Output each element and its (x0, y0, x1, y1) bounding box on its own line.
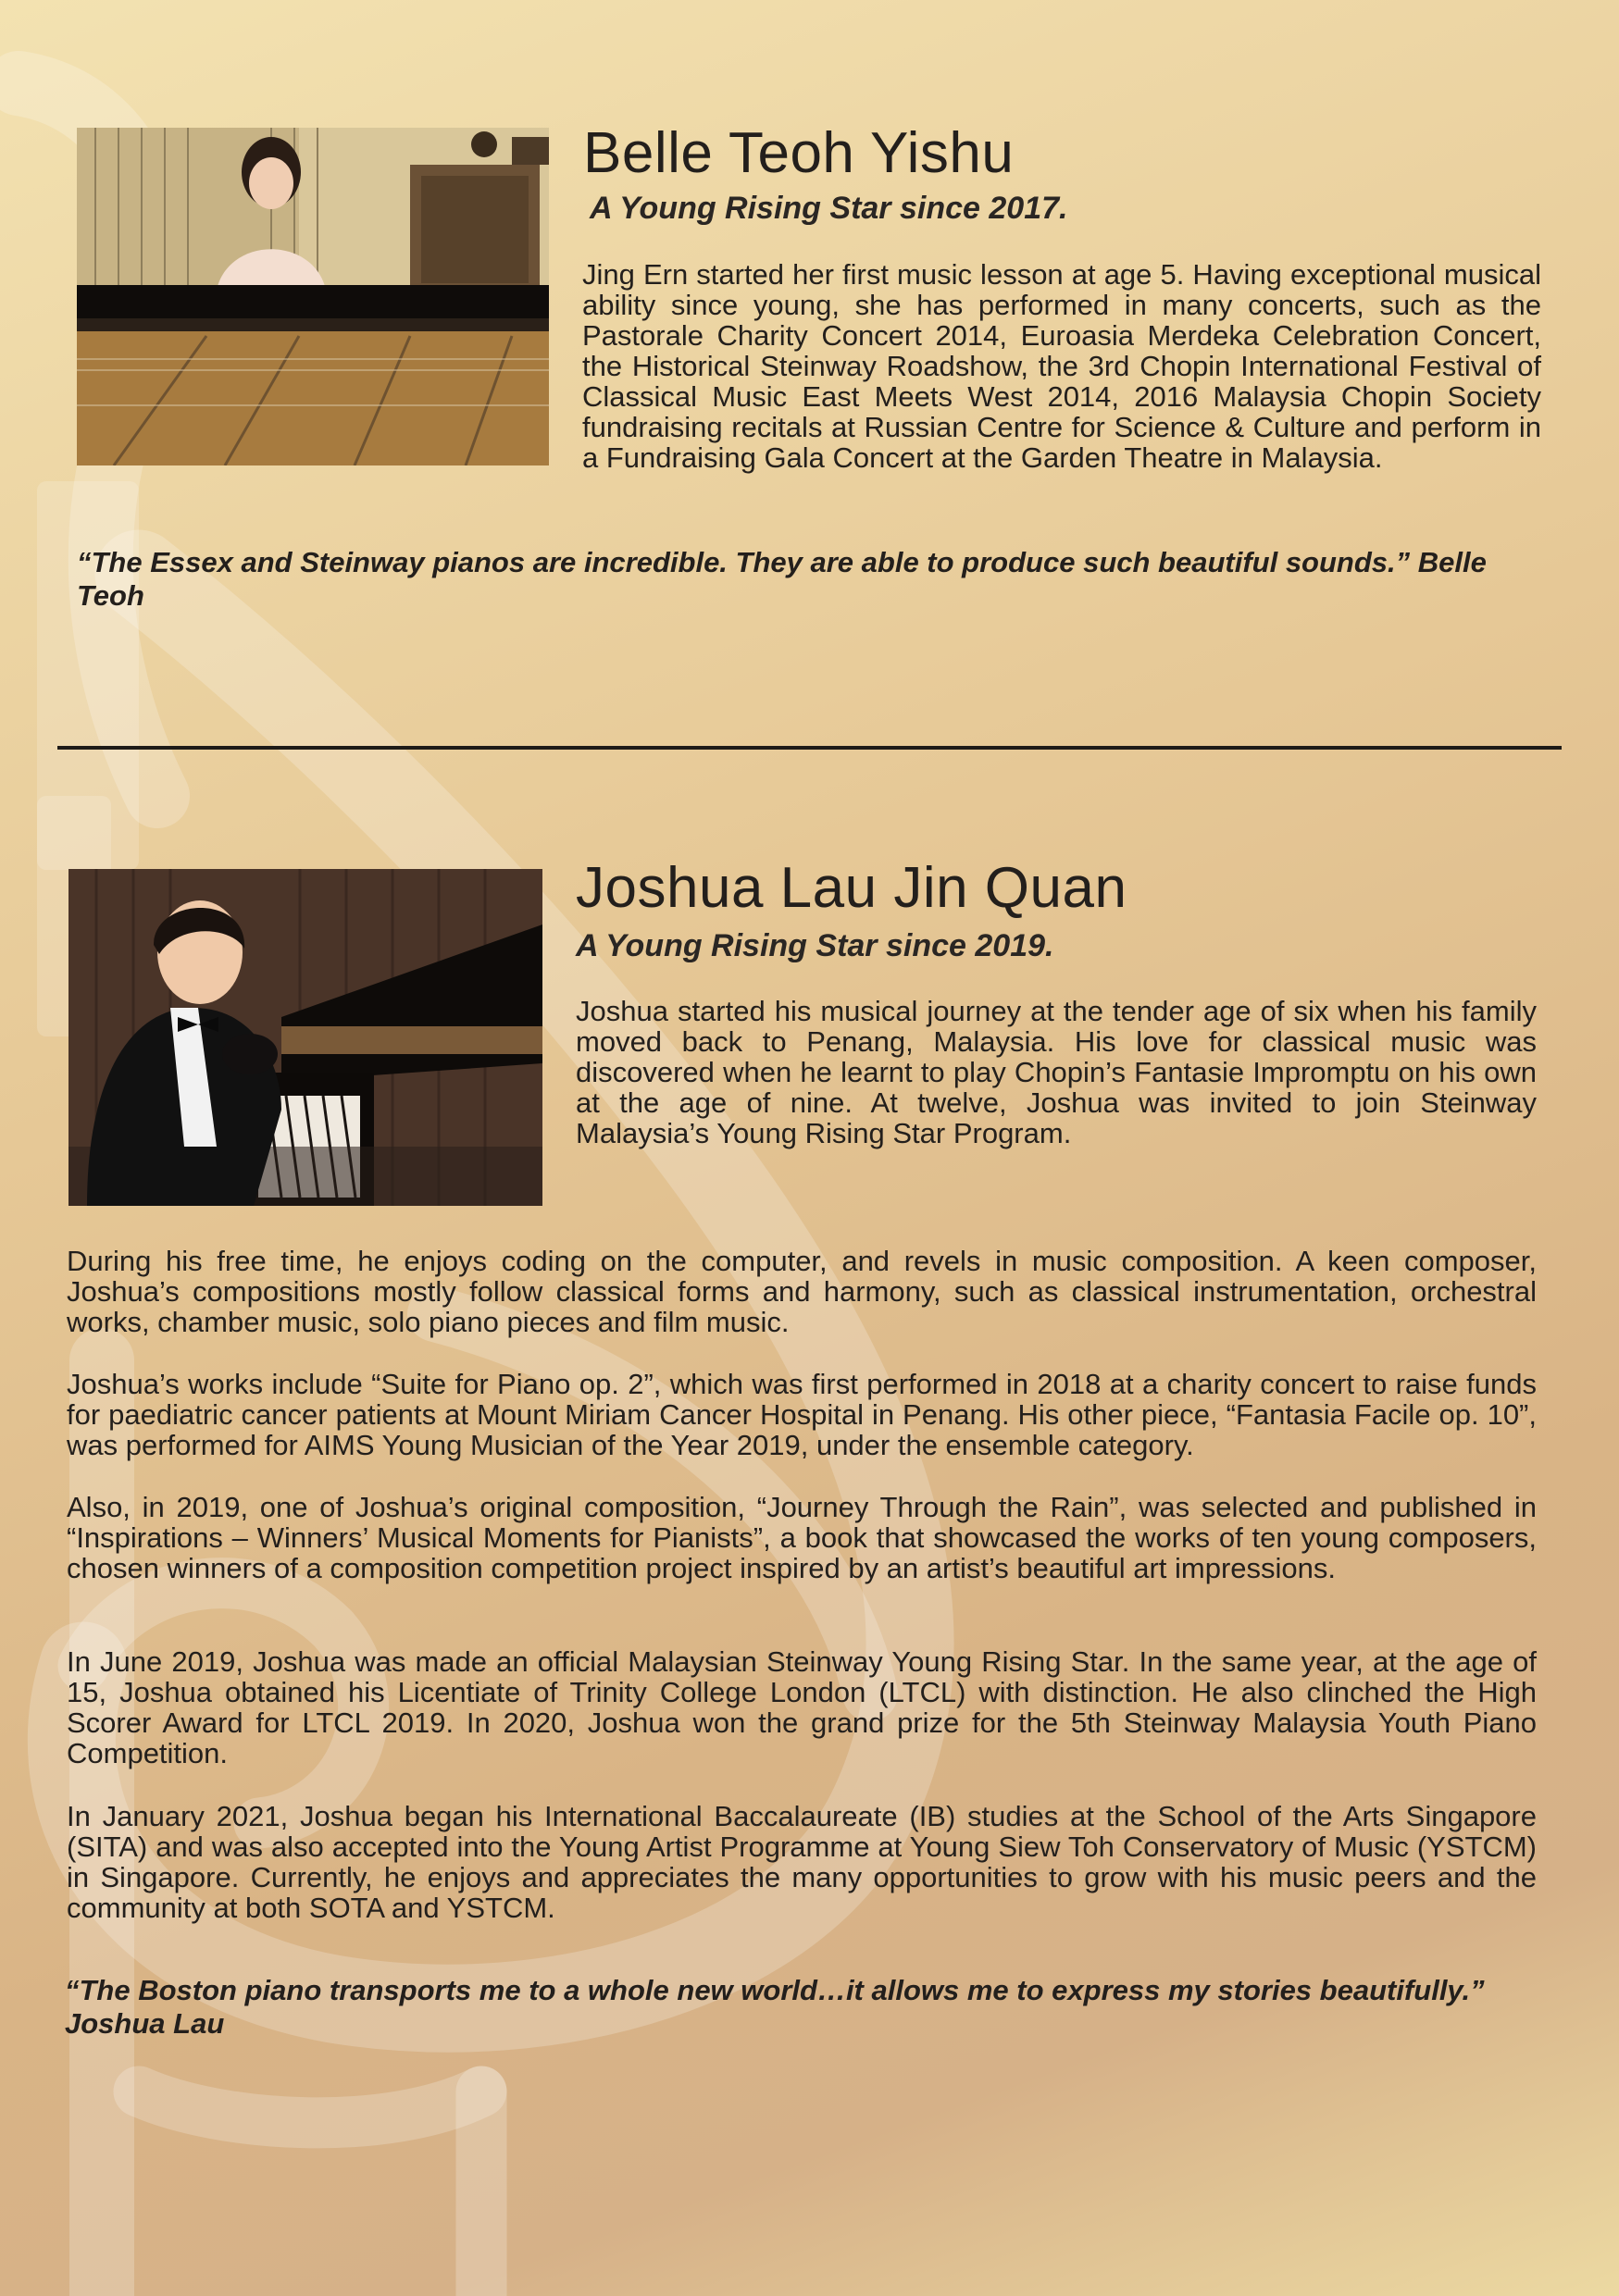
belle-teoh-tagline: A Young Rising Star since 2017. (590, 191, 1068, 226)
belle-teoh-quote: “The Essex and Steinway pianos are incredible. They are able to produce such beautiful sounds.” Belle Teoh (77, 546, 1487, 612)
joshua-lau-name: Joshua Lau Jin Quan (576, 856, 1127, 920)
joshua-lau-bio-paragraph: In January 2021, Joshua began his International Baccalaureate (IB) studies at the School of the Arts Singapore (SITA) and was also accepted into the Young Artist Programme at Young Siew Toh Conservatory of Music (YSTCM) in Singapore. Currently, he enjoys and appreciates the many opportunities to grow with his music peers and the community at both SOTA and YSTCM. (67, 1800, 1537, 1924)
joshua-lau-bio-paragraph: During his free time, he enjoys coding on the computer, and revels in music composition. A keen composer, Joshua’s compositions mostly follow classical forms and harmony, such as classical instrumentation, orchestral works, chamber music, solo piano pieces and film music. (67, 1245, 1537, 1338)
joshua-lau-bio-paragraph: Joshua’s works include “Suite for Piano op. 2”, which was first performed in 2018 at a charity concert to raise funds for paediatric cancer patients at Mount Miriam Cancer Hospital in Penang. His other piece, “Fantasia Facile op. 10”, was performed for AIMS Young Musician of the Year 2019, under the ensemble category. (67, 1368, 1537, 1461)
belle-teoh-photo (77, 128, 549, 465)
joshua-lau-bio-paragraph: Also, in 2019, one of Joshua’s original composition, “Journey Through the Rain”, was selected and published in “Inspirations – Winners’ Musical Moments for Pianists”, a book that showcased the works of ten young composers, chosen winners of a composition competition project inspired by an artist’s beautiful art impressions. (67, 1491, 1537, 1584)
belle-teoh-bio: Jing Ern started her first music lesson at age 5. Having exceptional musical ability since young, she has performed in many concerts, such as the Pastorale Charity Concert 2014, Euroasia Merdeka Celebration Concert, the Historical Steinway Roadshow, the 3rd Chopin International Festival of Classical Music East Meets West 2014, 2016 Malaysia Chopin Society fundraising recitals at Russian Centre for Science & Culture and perform in a Fundraising Gala Concert at the Garden Theatre in Malaysia. (582, 258, 1541, 474)
joshua-lau-photo (68, 869, 542, 1206)
belle-teoh-name: Belle Teoh Yishu (583, 121, 1015, 185)
section-divider (57, 746, 1562, 750)
joshua-lau-tagline: A Young Rising Star since 2019. (576, 928, 1054, 963)
joshua-lau-bio-paragraph: In June 2019, Joshua was made an official Malaysian Steinway Young Rising Star. In the same year, at the age of 15, Joshua obtained his Licentiate of Trinity College London (LTCL) with distinction. He also clinched the High Scorer Award for LTCL 2019. In 2020, Joshua won the grand prize for the 5th Steinway Malaysia Youth Piano Competition. (67, 1645, 1537, 1769)
joshua-lau-bio-intro: Joshua started his musical journey at the tender age of six when his family moved back to Penang, Malaysia. His love for classical music was discovered when he learnt to play Chopin’s Fantasie Impromptu on his own at the age of nine. At twelve, Joshua was invited to join Steinway Malaysia’s Young Rising Star Program. (576, 995, 1537, 1149)
joshua-lau-quote: “The Boston piano transports me to a whole new world…it allows me to express my stories beautifully.” Joshua Lau (65, 1974, 1485, 2040)
